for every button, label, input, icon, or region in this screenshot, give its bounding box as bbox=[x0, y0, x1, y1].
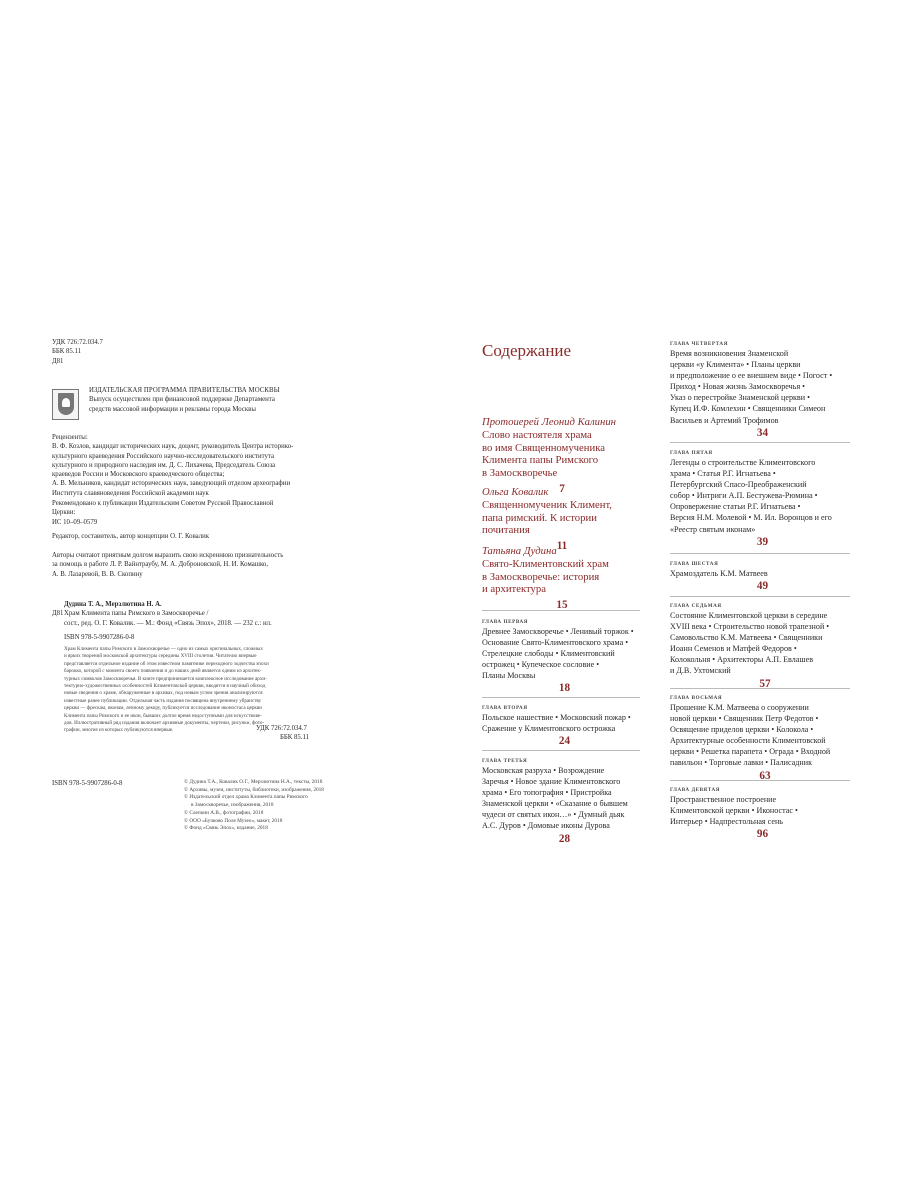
entry-title: почитания bbox=[482, 524, 530, 537]
chapter-text: Знаменской церкви • «Сказание о бывшем bbox=[482, 799, 628, 809]
copyright-line: © Слепкин А.В., фотографии, 2018 bbox=[184, 809, 264, 816]
chapter-text: Купец И.Ф. Комлехин • Священники Симеон bbox=[670, 404, 826, 414]
reviewers-line: краеведов России и Московского краеведческого общества; bbox=[52, 471, 225, 479]
chapter-label: ГЛАВА ВТОРАЯ bbox=[482, 705, 528, 711]
chapter-text: Версия Н.М. Молевой • М. Ил. Воронцов и его bbox=[670, 513, 832, 523]
acknowledgements-line: за помощь в работе Л. Р. Вайнтраубу, М. А. Доброновской, Н. И. Комашко, bbox=[52, 561, 269, 569]
copyright-line: © Издательский отдел храма Климента папы Римского bbox=[184, 794, 308, 801]
entry-title: Климента папы Римского bbox=[482, 454, 599, 467]
program-line: Выпуск осуществлен при финансовой поддержке Департамента bbox=[89, 396, 275, 404]
chapter-label: ГЛАВА ПЕРВАЯ bbox=[482, 619, 529, 625]
reviewers-line: В. Ф. Козлов, кандидат исторических наук, доцент, руководитель Центра историко- bbox=[52, 443, 294, 451]
divider bbox=[670, 553, 850, 554]
chapter-label: ГЛАВА ШЕСТАЯ bbox=[670, 561, 719, 567]
recommendation-line: Церкви: bbox=[52, 509, 76, 517]
catalog-author-mark: Д81 bbox=[52, 610, 64, 617]
chapter-page-number: 34 bbox=[756, 426, 769, 439]
entry-author: Протоиерей Леонид Калинин bbox=[482, 416, 616, 428]
acknowledgements-block bbox=[52, 551, 342, 579]
annotation-line: известные ранее публикации. Отдельная часть издания посвящена внутреннему убранству bbox=[64, 697, 262, 704]
chapter-text: Сражение у Климентовского острожка bbox=[482, 724, 616, 734]
chapter-text: храма • Его топография • Пристройка bbox=[482, 788, 612, 798]
annotation-line: церкви — фрескам, иконам, лепному декору, публикуется исследование иконостаса церкви bbox=[64, 705, 263, 712]
toc-chapter[interactable] bbox=[670, 340, 855, 440]
isbn: ISBN 978-5-9907286-0-8 bbox=[52, 780, 123, 787]
chapter-text: чудеси от святых икон…» • Думный дьяк bbox=[482, 810, 625, 820]
entry-title: и архитектура bbox=[482, 583, 546, 596]
chapter-text: Самовольство К.М. Матвеева • Священники bbox=[670, 633, 823, 643]
chapter-page-number: 96 bbox=[756, 828, 769, 841]
chapter-text: Храмоздатель К.М. Матвеев bbox=[670, 569, 768, 578]
reviewers-line: Института славяноведения Российской академии наук bbox=[52, 489, 209, 497]
chapter-text: Время возникновения Знаменской bbox=[670, 349, 789, 358]
divider bbox=[670, 780, 850, 781]
chapter-text: Колокольня • Архитекторы А.П. Евлашев bbox=[670, 655, 814, 665]
chapter-text: Иоанн Семенов и Матфей Федоров • bbox=[670, 644, 797, 654]
entry-title: Свято-Климентовский храм bbox=[482, 557, 609, 570]
copyright-line: © Дудина Т.А., Ковалик О.Г., Мерзлютина Н.А., тексты, 2018 bbox=[184, 779, 323, 785]
chapter-text: Польское нашествие • Московский пожар • bbox=[482, 713, 631, 722]
chapter-text: Заречья • Новое здание Климентовского bbox=[482, 777, 621, 787]
recommendation-block bbox=[52, 499, 342, 527]
chapter-text: Легенды о строительстве Климентовского bbox=[670, 458, 816, 467]
toc-chapter[interactable] bbox=[670, 786, 855, 841]
chapter-text: Васильев и Артемий Трофимов bbox=[670, 415, 779, 425]
chapter-page-number: 18 bbox=[558, 682, 571, 695]
divider bbox=[670, 442, 850, 443]
reviewers-block bbox=[52, 433, 342, 498]
reviewers-line: Рецензенты: bbox=[52, 434, 88, 441]
author-mark: Д81 bbox=[52, 357, 64, 365]
bbk-code: ББК 85.11 bbox=[52, 348, 82, 356]
chapter-page-number: 24 bbox=[558, 735, 571, 748]
chapter-text: Древнее Замоскворечье • Ленивый торжок • bbox=[482, 627, 634, 636]
chapter-text: Интерьер • Надпрестольная сень bbox=[670, 817, 783, 827]
divider bbox=[670, 688, 850, 689]
chapter-page-number: 49 bbox=[756, 580, 769, 593]
chapter-text: и Д.В. Ухтомский bbox=[670, 666, 731, 676]
toc-entry[interactable] bbox=[482, 545, 642, 612]
entry-title: Слово настоятеля храма bbox=[482, 428, 592, 441]
toc-entry[interactable] bbox=[482, 486, 642, 553]
copyright-line: © ООО «Бучково Поле Музео», макет, 2018 bbox=[184, 817, 283, 824]
annotation-block bbox=[64, 646, 339, 735]
divider bbox=[670, 596, 850, 597]
toc-chapter[interactable] bbox=[482, 704, 647, 748]
chapter-text: XVIII века • Строительство новой трапезной • bbox=[670, 622, 830, 632]
toc-entry[interactable] bbox=[482, 416, 642, 496]
divider bbox=[482, 610, 640, 611]
chapter-text: Указ о перестройке Знаменской церкви • bbox=[670, 393, 810, 403]
toc-chapter[interactable] bbox=[670, 560, 855, 593]
entry-title: в Замоскворечье: история bbox=[482, 570, 600, 583]
chapter-text: Архитектурные особенности Климентовской bbox=[670, 736, 826, 746]
entry-title: папа римский. К истории bbox=[482, 511, 597, 524]
contents-title: Содержание bbox=[482, 341, 572, 360]
chapter-text: Приход • Новая жизнь Замоскворечья • bbox=[670, 382, 806, 392]
chapter-text: Основание Свято-Климентовского храма • bbox=[482, 638, 629, 648]
annotation-line: и ярких творений московской архитектуры середины XVIII столетия. Читателю впервые bbox=[64, 653, 257, 660]
chapter-label: ГЛАВА ЧЕТВЕРТАЯ bbox=[670, 341, 728, 347]
chapter-label: ГЛАВА ПЯТАЯ bbox=[670, 450, 713, 456]
chapter-text: Климентовской церкви • Иконостас • bbox=[670, 806, 798, 816]
catalog-line: сост., ред. О. Г. Ковалик. — М.: Фонд «Связь Эпох», 2018. — 232 с.: ил. bbox=[64, 619, 272, 627]
acknowledgements-line: Авторы считают приятным долгом выразить свою искреннюю признательность bbox=[52, 552, 284, 559]
divider bbox=[482, 697, 640, 698]
annotation-line: графии, многие из которых публикуются впервые. bbox=[64, 727, 174, 734]
annotation-line: барокко, которой с момента своего появления и до наших дней является одним из архитек- bbox=[64, 668, 262, 675]
chapter-text: Московская разруха • Возрождение bbox=[482, 766, 605, 775]
chapter-text: Освящение приделов церкви • Колокола • bbox=[670, 725, 814, 735]
reviewers-line: культурного краеведения Российского научно-исследовательского института bbox=[52, 452, 274, 460]
chapter-text: храма • Статья Р.Г. Игнатьева • bbox=[670, 469, 776, 479]
chapter-page-number: 63 bbox=[759, 769, 771, 782]
toc-chapter[interactable] bbox=[482, 618, 647, 695]
annotation-line: дов. Иллюстративный ряд издания включает архивные документы, чертежи, рисунки, фото- bbox=[64, 720, 265, 727]
entry-author: Ольга Ковалик bbox=[482, 486, 549, 498]
entry-author: Татьяна Дудина bbox=[482, 545, 557, 557]
chapter-text: павильон • Торговые лавки • Палисадник bbox=[670, 758, 813, 768]
reviewers-line: культурного и природного наследия им. Д. С. Лихачева, Председатель Союза bbox=[52, 461, 276, 469]
chapter-text: и предположение о ее внешнем виде • Погост • bbox=[670, 371, 833, 381]
recommendation-line: Рекомендовано к публикации Издательским Советом Русской Православной bbox=[52, 500, 274, 507]
copyright-line: в Замоскворечье, изображения, 2018 bbox=[191, 802, 274, 809]
entry-title: Священномученик Климент, bbox=[482, 498, 612, 511]
reviewers-line: А. В. Мельников, кандидат исторических наук, заведующий отделом археографии bbox=[52, 480, 291, 488]
chapter-text: Петербургский Спасо-Преображенский bbox=[670, 480, 807, 490]
toc-chapter[interactable] bbox=[482, 757, 647, 846]
entry-page-number: 7 bbox=[559, 482, 565, 495]
chapter-label: ГЛАВА ВОСЬМАЯ bbox=[670, 695, 723, 701]
chapter-text: Стрелецкие слободы • Климентовский bbox=[482, 649, 615, 659]
annotation-line: турных символов Замоскворечья. В книге предпринимается комплексное исследование архи- bbox=[64, 675, 267, 682]
entry-title: во имя Священномученика bbox=[482, 441, 605, 454]
chapter-page-number: 28 bbox=[558, 832, 571, 845]
copyright-line: © Архивы, музеи, институты, библиотеки, изображения, 2018 bbox=[184, 786, 324, 793]
chapter-label: ГЛАВА ДЕВЯТАЯ bbox=[670, 787, 720, 793]
annotation-line: Храм Климента папы Римского в Замоскворечье — одно из самых оригинальных, сложных bbox=[64, 646, 263, 652]
annotation-line: тектурно-художественных особенностей Климентовской церкви, вводятся в научный обиход bbox=[64, 683, 266, 690]
chapter-label: ГЛАВА СЕДЬМАЯ bbox=[670, 603, 722, 609]
chapter-text: «Реестр святым иконам» bbox=[670, 524, 756, 534]
toc-chapter[interactable] bbox=[670, 449, 855, 549]
annotation-line: Климента папы Римского и ее икон, бывших долгое время недоступными для искусствове- bbox=[64, 712, 262, 719]
chapter-text: Пространственное построение bbox=[670, 795, 777, 804]
entry-page-number: 15 bbox=[556, 599, 568, 612]
chapter-text: Планы Москвы bbox=[482, 671, 536, 681]
acknowledgements-line: А. В. Лазаревой, В. В. Скопину bbox=[52, 570, 143, 578]
chapter-page-number: 57 bbox=[759, 677, 771, 690]
copyright-line: © Фонд «Связь Эпох», издание, 2018 bbox=[184, 825, 268, 832]
chapter-text: Опровержение статьи Р.Г. Игнатьева • bbox=[670, 502, 801, 512]
entry-page-number: 11 bbox=[556, 540, 568, 553]
chapter-text: собор • Интриги А.П. Бестужева-Рюмина • bbox=[670, 491, 818, 501]
bbk-code: ББК 85.11 bbox=[280, 734, 310, 742]
toc-chapter[interactable] bbox=[670, 602, 860, 691]
moscow-emblem-icon bbox=[52, 389, 79, 420]
catalog-authors: Дудина Т. А., Мерзлютина Н. А. bbox=[64, 601, 162, 608]
chapter-label: ГЛАВА ТРЕТЬЯ bbox=[482, 758, 528, 764]
udk-code: УДК 726:72.034.7 bbox=[52, 339, 103, 346]
entry-title: в Замоскворечье bbox=[482, 467, 558, 480]
chapter-page-number: 39 bbox=[756, 535, 769, 548]
imprint-page bbox=[52, 338, 342, 832]
classification-codes bbox=[52, 338, 342, 366]
editor-line: Редактор, составитель, автор концепции О. Г. Ковалик bbox=[52, 533, 210, 540]
chapter-text: новой церкви • Священник Петр Федотов • bbox=[670, 714, 819, 724]
toc-chapter[interactable] bbox=[670, 694, 860, 783]
divider bbox=[482, 750, 640, 751]
chapter-text: острожец • Купеческое сословие • bbox=[482, 660, 600, 670]
annotation-line: представляется отдельное издание об этом известном памятнике переходного зодчества эпохи bbox=[64, 660, 269, 667]
recommendation-line: ИС 10–09–0579 bbox=[52, 518, 98, 526]
udk-code: УДК 726:72.034.7 bbox=[256, 725, 307, 732]
program-title: ИЗДАТЕЛЬСКАЯ ПРОГРАММА ПРАВИТЕЛЬСТВА МОСКВЫ bbox=[89, 387, 280, 394]
annotation-line: новые сведения о храме, обнаруженные в архивах, под новым углом зрения анализируются bbox=[64, 690, 263, 697]
chapter-text: церкви • Решетка парапета • Ограда • Входной bbox=[670, 747, 831, 757]
classification-codes-bottom bbox=[256, 724, 309, 743]
catalog-isbn: ISBN 978-5-9907286-0-8 bbox=[64, 633, 135, 641]
chapter-text: А.С. Дуров • Домовые иконы Дурова bbox=[482, 821, 610, 831]
program-line: средств массовой информации и рекламы города Москвы bbox=[89, 405, 256, 413]
catalog-line: Храм Климента папы Римского в Замоскворечье / bbox=[64, 610, 209, 618]
chapter-text: Прошение К.М. Матвеева о сооружении bbox=[670, 703, 809, 712]
chapter-text: Состояние Климентовской церкви в середине bbox=[670, 611, 828, 620]
copyright-block bbox=[184, 779, 384, 833]
chapter-text: церкви «у Климента» • Планы церкви bbox=[670, 360, 801, 370]
